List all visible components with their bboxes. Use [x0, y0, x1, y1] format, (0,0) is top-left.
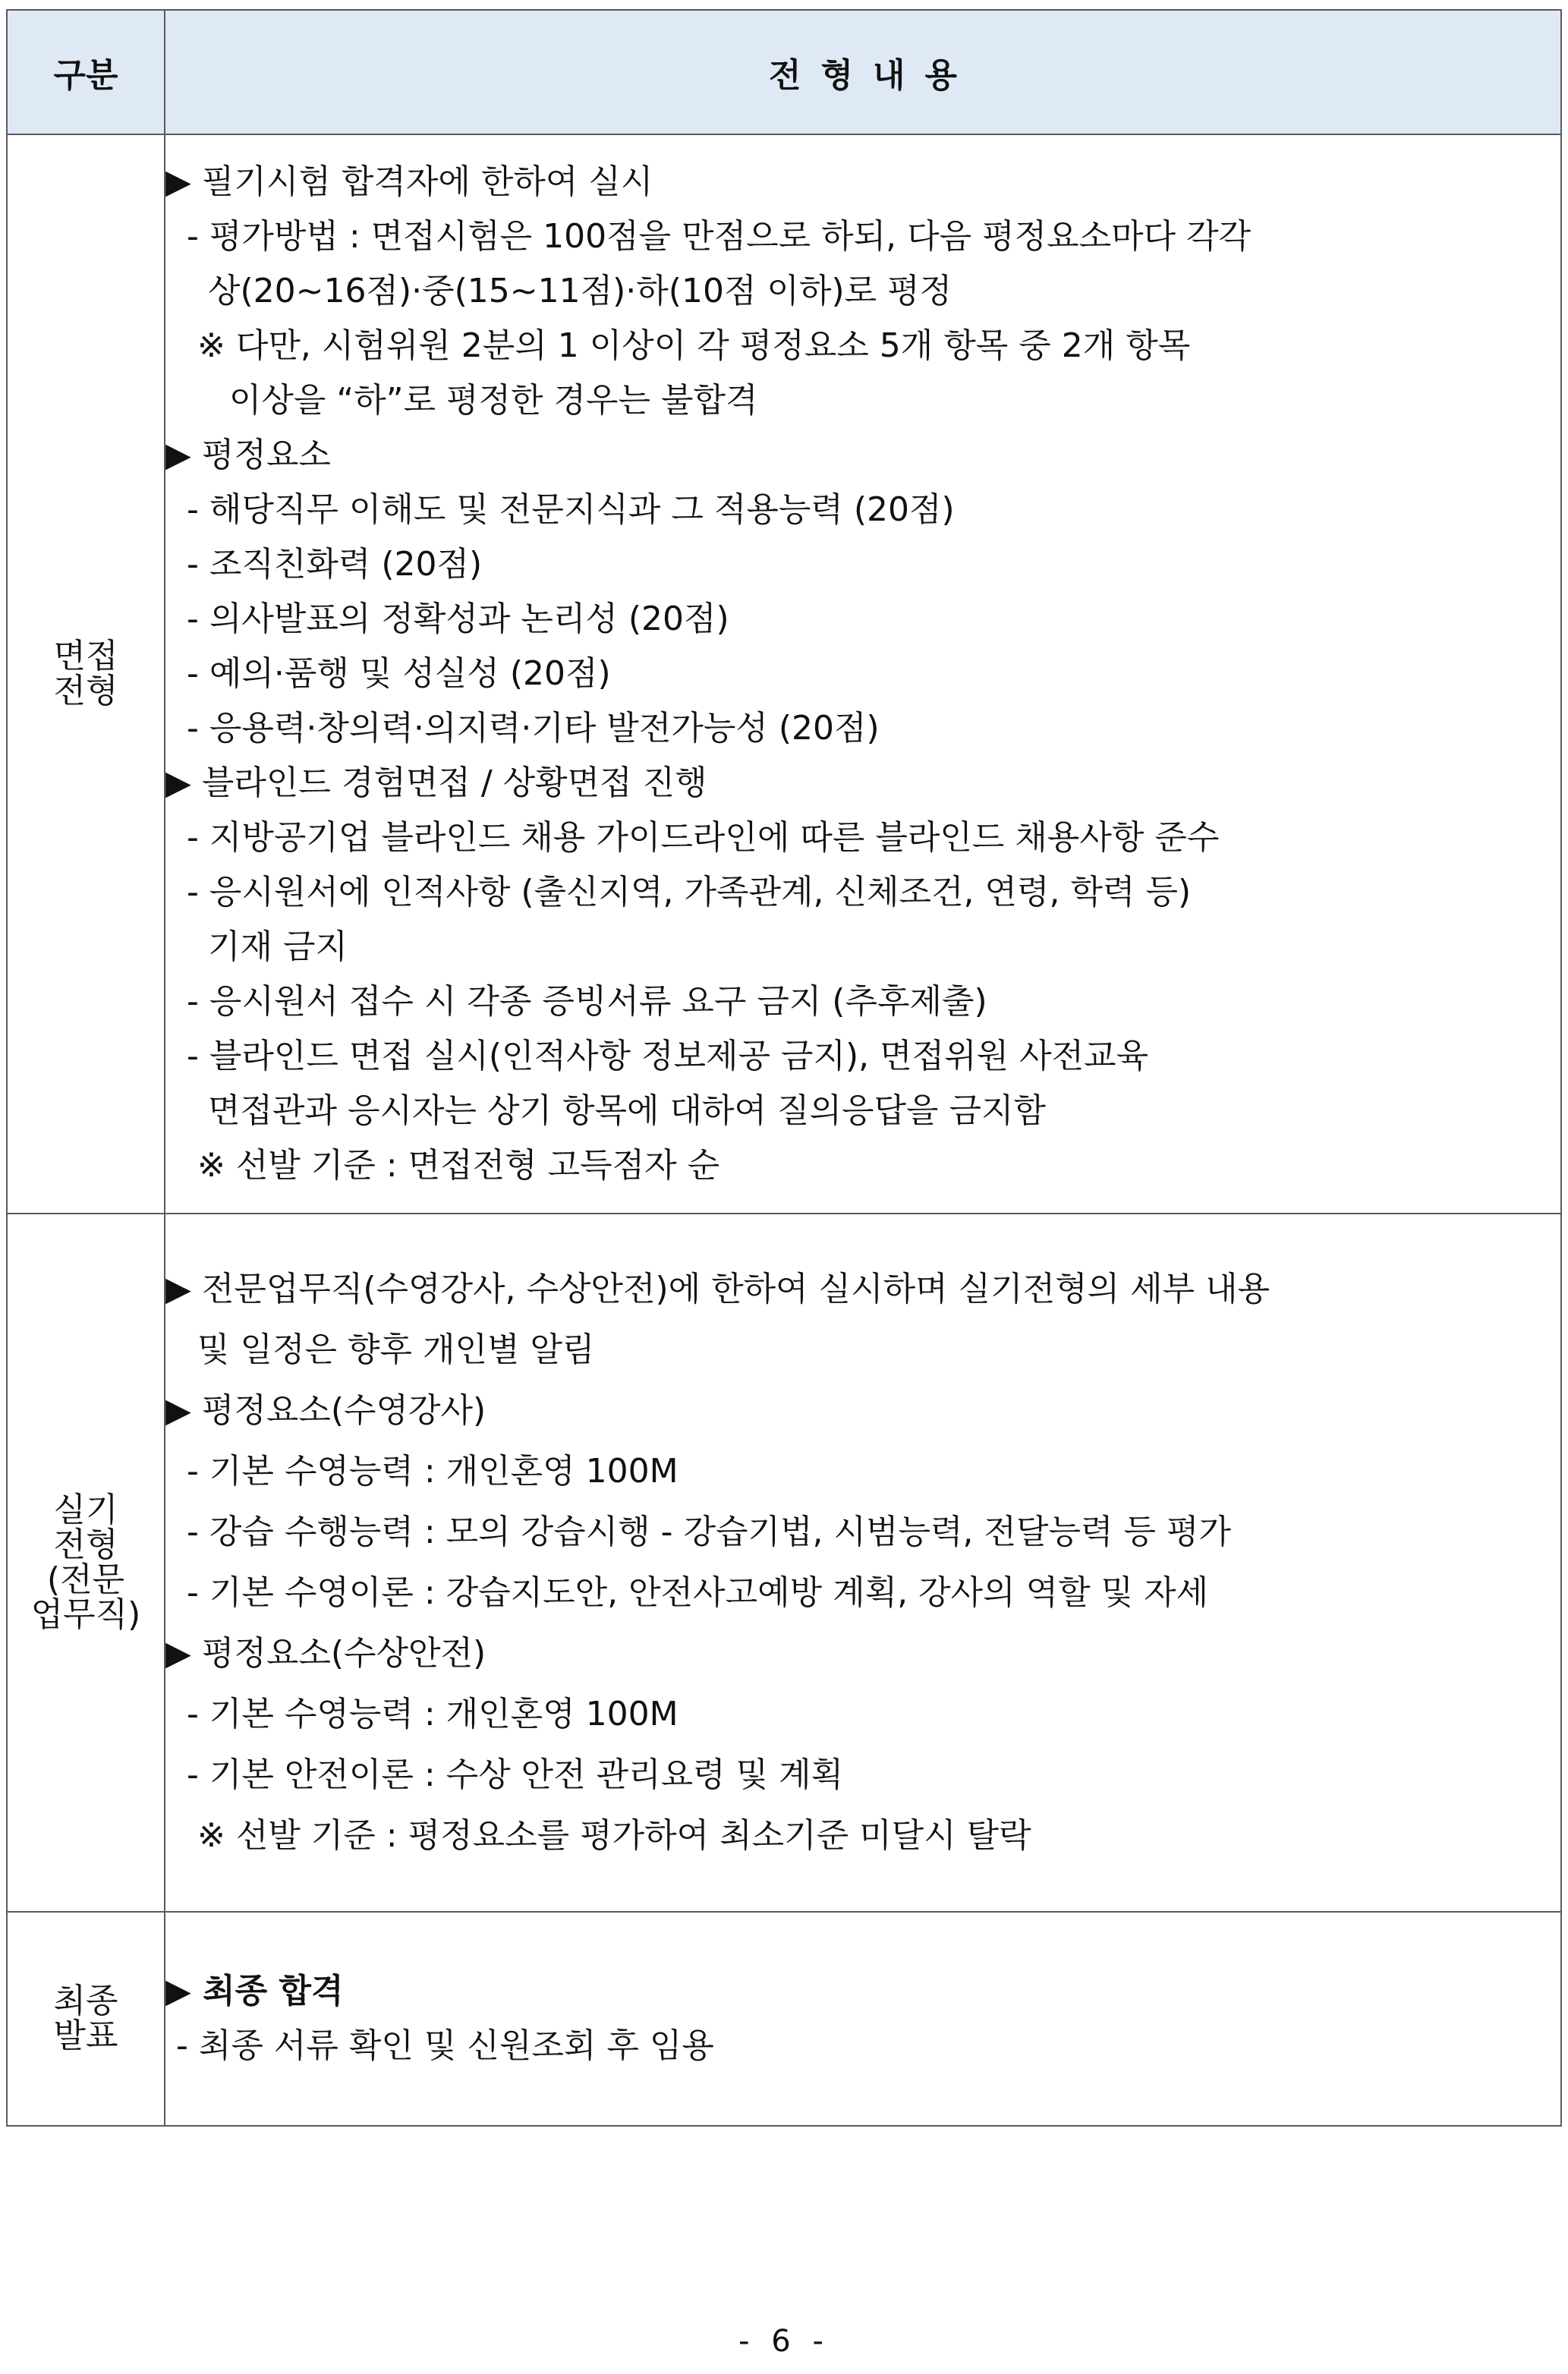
interview-line: - 응시원서 접수 시 각종 증빙서류 요구 금지 (추후제출) [165, 982, 987, 1021]
label-interview: 면접 전형 [7, 134, 165, 1214]
interview-line: - 해당직무 이해도 및 전문지식과 그 적용능력 (20점) [165, 490, 955, 529]
header-row [7, 10, 1561, 134]
page-number: - 6 - [738, 2324, 830, 2359]
practical-line: - 강습 수행능력 : 모의 강습시행 - 강습기법, 시범능력, 전달능력 등 평가 [165, 1513, 1231, 1551]
interview-line: ※ 다만, 시험위원 2분의 1 이상이 각 평정요소 5개 항목 중 2개 항목 [165, 326, 1191, 365]
row-practical [7, 1214, 1561, 1912]
content-practical [165, 1214, 1561, 1912]
header-category: 구분 [7, 10, 165, 134]
interview-line: - 평가방법 : 면접시험은 100점을 만점으로 하되, 다음 평정요소마다 각각 [165, 217, 1252, 256]
interview-line: 면접관과 응시자는 상기 항목에 대하여 질의응답을 금지함 [165, 1091, 1046, 1130]
practical-line: - 기본 수영능력 : 개인혼영 100M [165, 1452, 679, 1491]
row-final [7, 1912, 1561, 2126]
practical-line: - 기본 수영이론 : 강습지도안, 안전사고예방 계획, 강사의 역할 및 자세 [165, 1573, 1209, 1612]
final-line: ▶ 최종 합격 [165, 1972, 344, 2010]
interview-line: ▶ 블라인드 경험면접 / 상황면접 진행 [165, 764, 707, 802]
content-interview [165, 134, 1561, 1214]
final-lines [165, 1964, 1560, 2073]
interview-line: ▶ 평정요소 [165, 436, 331, 474]
header-content: 전형내용 [165, 10, 1561, 134]
interview-line: - 블라인드 면접 실시(인적사항 정보제공 금지), 면접위원 사전교육 [165, 1037, 1149, 1075]
interview-line: - 지방공기업 블라인드 채용 가이드라인에 따른 블라인드 채용사항 준수 [165, 818, 1220, 857]
label-final: 최종 발표 [7, 1912, 165, 2126]
interview-line: - 예의·품행 및 성실성 (20점) [165, 654, 611, 693]
practical-line: ▶ 전문업무직(수영강사, 수상안전)에 한하여 실시하며 실기전형의 세부 내용 [165, 1270, 1270, 1308]
interview-line: ※ 선발 기준 : 면접전형 고득점자 순 [165, 1146, 720, 1185]
practical-line: 및 일정은 향후 개인별 알림 [165, 1330, 595, 1369]
practical-line: ▶ 평정요소(수상안전) [165, 1634, 486, 1673]
practical-line: - 기본 수영능력 : 개인혼영 100M [165, 1695, 679, 1733]
content-final [165, 1912, 1561, 2126]
final-line: - 최종 서류 확인 및 신원조회 후 임용 [165, 2026, 714, 2065]
practical-line: ※ 선발 기준 : 평정요소를 평가하여 최소기준 미달시 탈락 [165, 1816, 1031, 1855]
practical-lines [165, 1259, 1560, 1866]
interview-line: - 조직친화력 (20점) [165, 545, 483, 584]
interview-line: - 응용력·창의력·의지력·기타 발전가능성 (20점) [165, 709, 880, 748]
interview-line: - 의사발표의 정확성과 논리성 (20점) [165, 600, 729, 638]
practical-line: ▶ 평정요소(수영강사) [165, 1391, 486, 1430]
interview-line: 이상을 “하”로 평정한 경우는 불합격 [165, 381, 758, 420]
interview-line: 기재 금지 [165, 927, 348, 966]
interview-line: ▶ 필기시험 합격자에 한하여 실시 [165, 162, 653, 201]
label-practical: 실기 전형 (전문 업무직) [7, 1214, 165, 1912]
interview-line: - 응시원서에 인적사항 (출신지역, 가족관계, 신체조건, 연령, 학력 등) [165, 873, 1192, 912]
interview-lines [165, 155, 1560, 1193]
practical-line: - 기본 안전이론 : 수상 안전 관리요령 및 계획 [165, 1755, 844, 1794]
interview-line: 상(20~16점)·중(15~11점)·하(10점 이하)로 평정 [165, 272, 952, 310]
selection-table [6, 9, 1562, 2127]
row-interview [7, 134, 1561, 1214]
